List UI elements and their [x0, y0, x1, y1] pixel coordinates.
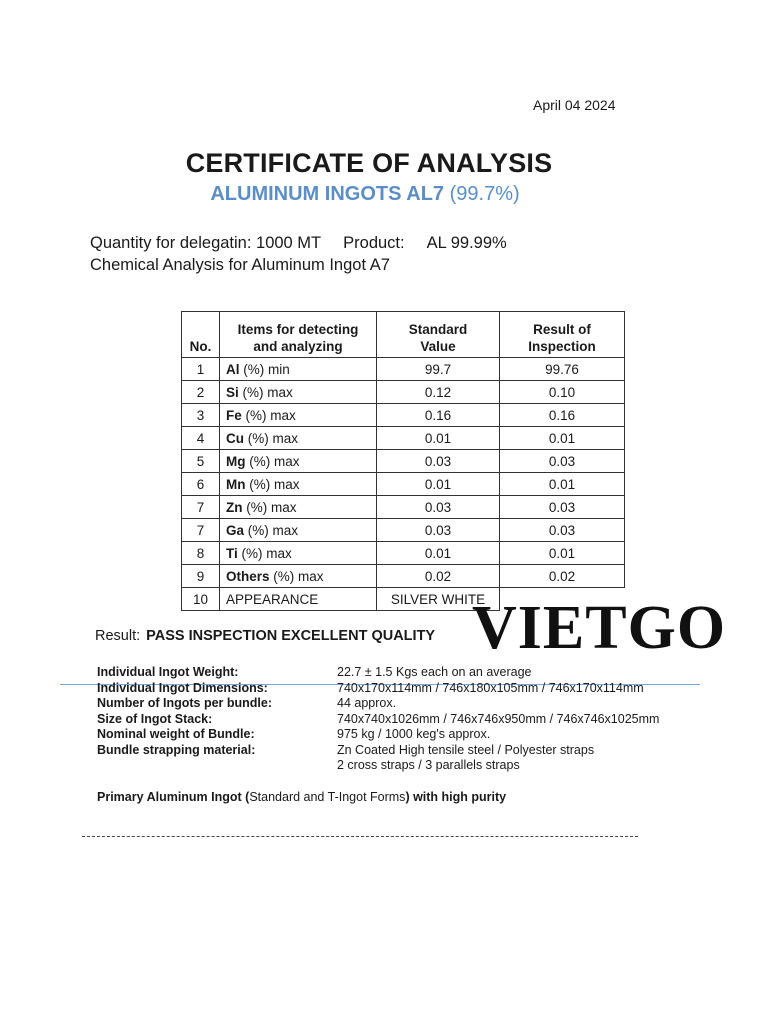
row-item — [220, 404, 377, 427]
row-standard: 0.16 — [377, 404, 500, 427]
row-standard: 99.7 — [377, 358, 500, 381]
row-item — [220, 519, 377, 542]
primary-note-part2: Standard and T-Ingot Forms — [249, 790, 406, 804]
row-item — [220, 450, 377, 473]
row-spec: (%) max — [238, 384, 293, 400]
spec-value: 2 cross straps / 3 parallels straps — [337, 758, 520, 772]
spec-value: Zn Coated High tensile steel / Polyester straps — [337, 742, 595, 757]
spec-list — [97, 665, 677, 774]
spec-value: 740x170x114mm / 746x180x105mm / 746x170x114mm — [337, 680, 644, 695]
result-value: PASS INSPECTION EXCELLENT QUALITY — [146, 628, 436, 644]
spec-label: Bundle strapping material: — [97, 742, 256, 757]
row-spec: (%) max — [269, 568, 324, 584]
row-result: 0.01 — [500, 473, 625, 496]
row-result: 99.76 — [500, 358, 625, 381]
spec-row — [97, 743, 677, 759]
product-label: Product: — [343, 234, 405, 252]
result-line — [95, 628, 435, 644]
spec-label: Number of Ingots per bundle: — [97, 696, 272, 710]
row-no: 4 — [182, 427, 220, 450]
header-standard — [377, 312, 500, 358]
header-result-line2: Inspection — [528, 339, 596, 354]
row-item — [220, 588, 377, 611]
table-row — [182, 496, 625, 519]
table-row — [182, 565, 625, 588]
row-element: Mg — [226, 453, 246, 469]
row-element: Al — [226, 361, 240, 377]
table-header-row — [182, 312, 625, 358]
table-row — [182, 450, 625, 473]
spec-value: 22.7 ± 1.5 Kgs each on an average — [337, 665, 532, 679]
row-standard: 0.03 — [377, 496, 500, 519]
header-standard-line2: Value — [420, 339, 456, 354]
header-standard-line1: Standard — [408, 322, 468, 337]
spec-row — [97, 712, 677, 728]
row-spec: (%) max — [244, 430, 298, 446]
header-items-line1: Items for detecting — [237, 322, 359, 337]
row-spec: (%) max — [241, 407, 296, 423]
table-row — [182, 427, 625, 450]
row-standard: SILVER WHITE — [377, 588, 500, 611]
row-no: 1 — [182, 358, 220, 381]
subtitle-product: ALUMINUM INGOTS AL7 — [210, 183, 445, 205]
header-result-line1: Result of — [533, 322, 591, 337]
row-standard: 0.01 — [377, 473, 500, 496]
analysis-line: Chemical Analysis for Aluminum Ingot A7 — [90, 256, 390, 274]
row-result: 0.10 — [500, 381, 625, 404]
spec-row — [97, 758, 677, 774]
table-row — [182, 381, 625, 404]
row-spec: (%) max — [245, 476, 300, 492]
header-items-line2: and analyzing — [253, 339, 343, 354]
row-result: 0.03 — [500, 450, 625, 473]
table-row — [182, 358, 625, 381]
row-result: 0.03 — [500, 519, 625, 542]
row-result: 0.01 — [500, 427, 625, 450]
row-standard: 0.03 — [377, 519, 500, 542]
primary-ingot-note — [97, 790, 506, 804]
document-subtitle — [0, 183, 730, 206]
row-standard: 0.12 — [377, 381, 500, 404]
header-items — [220, 312, 377, 358]
vietgo-watermark: VIETGO — [472, 594, 727, 662]
row-element: Mn — [226, 476, 246, 492]
document-title: CERTIFICATE OF ANALYSIS — [185, 148, 553, 178]
row-item — [220, 496, 377, 519]
spec-label — [97, 758, 337, 774]
row-spec: (%) max — [245, 453, 300, 469]
row-result: 0.16 — [500, 404, 625, 427]
header-result — [500, 312, 625, 358]
spec-label: Size of Ingot Stack: — [97, 711, 213, 726]
row-element: Fe — [226, 407, 242, 423]
row-no: 10 — [182, 588, 220, 611]
row-item — [220, 542, 377, 565]
row-spec: (%) max — [242, 499, 297, 515]
subtitle-purity: (99.7%) — [449, 183, 520, 205]
primary-note-part3: ) with high purity — [405, 790, 507, 804]
quantity-line — [90, 234, 507, 253]
result-label: Result: — [95, 628, 141, 644]
row-result: 0.01 — [500, 542, 625, 565]
spec-row — [97, 665, 677, 681]
row-spec: (%) min — [239, 361, 290, 377]
row-no: 3 — [182, 404, 220, 427]
spec-value: 975 kg / 1000 keg's approx. — [337, 727, 491, 741]
row-element: Zn — [226, 499, 243, 515]
row-no: 2 — [182, 381, 220, 404]
table-row — [182, 404, 625, 427]
quantity-label: Quantity for delegatin: 1000 MT — [90, 234, 322, 252]
row-item — [220, 358, 377, 381]
row-standard: 0.01 — [377, 427, 500, 450]
row-no: 5 — [182, 450, 220, 473]
spec-row — [97, 681, 677, 697]
row-no: 9 — [182, 565, 220, 588]
spec-row — [97, 727, 677, 743]
row-spec: APPEARANCE — [226, 591, 319, 607]
table-row — [182, 542, 625, 565]
row-spec: (%) max — [244, 522, 299, 538]
spec-label: Individual Ingot Dimensions: — [97, 680, 268, 695]
table-row — [182, 519, 625, 542]
dashed-separator — [82, 836, 638, 837]
document-date: April 04 2024 — [533, 97, 616, 113]
product-value: AL 99.99% — [426, 234, 507, 252]
spec-label: Individual Ingot Weight: — [97, 665, 239, 679]
row-item — [220, 427, 377, 450]
row-spec: (%) max — [237, 545, 292, 561]
row-no: 6 — [182, 473, 220, 496]
row-element: Si — [226, 384, 239, 400]
table-row — [182, 473, 625, 496]
row-no: 7 — [182, 519, 220, 542]
row-standard: 0.01 — [377, 542, 500, 565]
row-result: 0.02 — [500, 565, 625, 588]
row-no: 7 — [182, 496, 220, 519]
primary-note-part1: Primary Aluminum Ingot ( — [97, 790, 250, 804]
header-no: No. — [182, 312, 220, 358]
spec-row — [97, 696, 677, 712]
row-item — [220, 565, 377, 588]
row-element: Cu — [226, 430, 244, 446]
row-no: 8 — [182, 542, 220, 565]
row-element: Others — [226, 568, 270, 584]
spec-label: Nominal weight of Bundle: — [97, 727, 255, 741]
spec-value: 44 approx. — [337, 696, 397, 710]
row-standard: 0.02 — [377, 565, 500, 588]
spec-value: 740x740x1026mm / 746x746x950mm / 746x746x1025mm — [337, 711, 660, 726]
row-element: Ga — [226, 522, 245, 538]
row-item — [220, 473, 377, 496]
row-element: Ti — [226, 545, 238, 561]
analysis-table — [181, 311, 625, 611]
row-item — [220, 381, 377, 404]
row-standard: 0.03 — [377, 450, 500, 473]
row-result: 0.03 — [500, 496, 625, 519]
